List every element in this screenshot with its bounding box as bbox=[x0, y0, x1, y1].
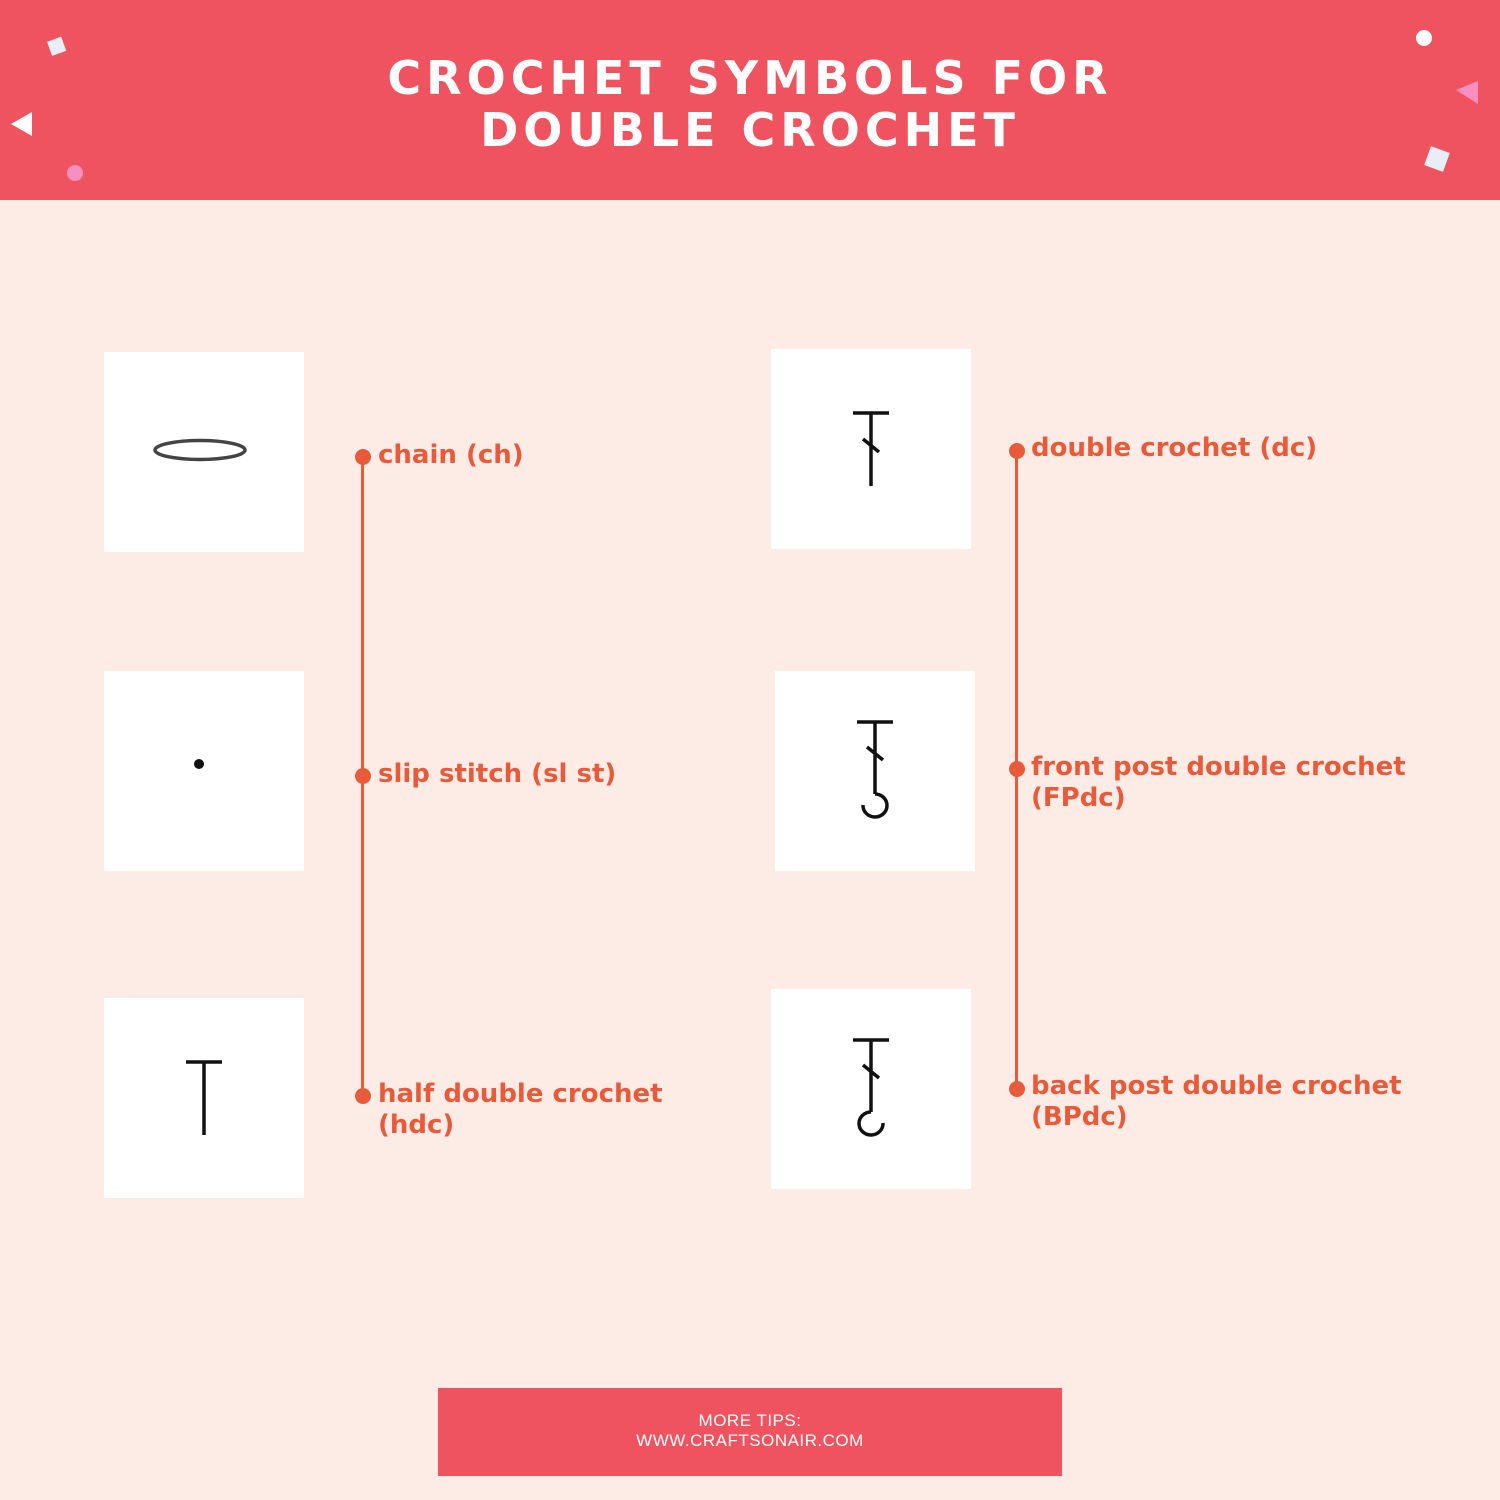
dot-slip-stitch-symbol-icon bbox=[104, 671, 304, 871]
timeline-dot bbox=[1009, 443, 1025, 459]
fpdc-symbol-card bbox=[775, 671, 975, 871]
dc-label-text: double crochet (dc) bbox=[1031, 433, 1318, 463]
slip-stitch-label bbox=[378, 759, 616, 790]
chain-label bbox=[378, 440, 524, 471]
bpdc-symbol-card bbox=[771, 989, 971, 1189]
t-hdc-symbol-icon bbox=[104, 998, 304, 1198]
timeline-dot bbox=[355, 768, 371, 784]
timeline-dot bbox=[355, 449, 371, 465]
bpdc-label bbox=[1031, 1071, 1402, 1133]
oval-chain-symbol-icon bbox=[104, 352, 304, 552]
triangle-confetti-icon bbox=[8, 110, 34, 138]
title-line-2: DOUBLE CROCHET bbox=[480, 103, 1020, 157]
title-line-1: CROCHET SYMBOLS FOR bbox=[387, 51, 1113, 105]
front-hook-dc-symbol-icon bbox=[775, 671, 975, 871]
fpdc-label-line-1: front post double crochet bbox=[1031, 752, 1406, 782]
website-link[interactable]: WWW.CRAFTSONAIR.COM bbox=[636, 1431, 864, 1450]
fpdc-label-line-2: (FPdc) bbox=[1031, 783, 1126, 813]
bpdc-label-line-2: (BPdc) bbox=[1031, 1102, 1128, 1132]
square-confetti-icon bbox=[46, 36, 70, 60]
triangle-confetti-icon bbox=[1452, 78, 1480, 106]
slip-stitch-label-text: slip stitch (sl st) bbox=[378, 759, 617, 789]
square-confetti-icon bbox=[1422, 144, 1452, 174]
chain-label-text: chain (ch) bbox=[378, 440, 524, 470]
fpdc-label bbox=[1031, 752, 1406, 814]
hdc-label-line-2: (hdc) bbox=[378, 1110, 455, 1140]
timeline-dot bbox=[1009, 761, 1025, 777]
bpdc-label-line-1: back post double crochet bbox=[1031, 1071, 1402, 1101]
circle-confetti-icon bbox=[1414, 28, 1434, 48]
dc-label bbox=[1031, 433, 1317, 464]
timeline-dot bbox=[1009, 1081, 1025, 1097]
back-hook-dc-symbol-icon bbox=[771, 989, 971, 1189]
more-tips-button[interactable] bbox=[438, 1388, 1062, 1476]
crossed-t-dc-symbol-icon bbox=[771, 349, 971, 549]
page-title bbox=[0, 52, 1500, 156]
dc-symbol-card bbox=[771, 349, 971, 549]
more-tips-label: MORE TIPS: bbox=[698, 1411, 802, 1430]
hdc-label-line-1: half double crochet bbox=[378, 1079, 663, 1109]
timeline-dot bbox=[355, 1088, 371, 1104]
hdc-symbol-card bbox=[104, 998, 304, 1198]
hdc-label bbox=[378, 1079, 663, 1141]
chain-symbol-card bbox=[104, 352, 304, 552]
header-banner bbox=[0, 0, 1500, 200]
slip-stitch-symbol-card bbox=[104, 671, 304, 871]
circle-confetti-icon bbox=[66, 164, 84, 182]
